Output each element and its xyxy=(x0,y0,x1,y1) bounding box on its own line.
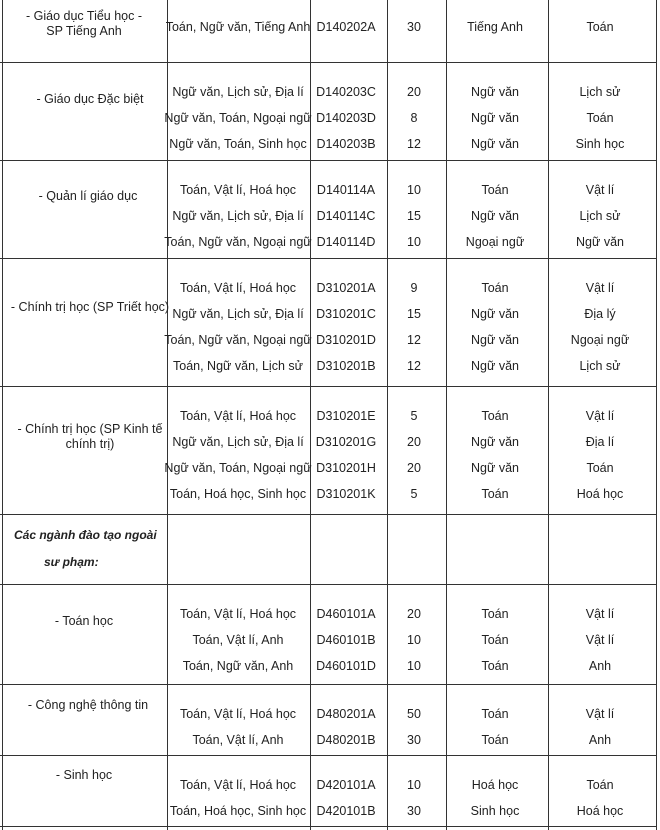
subject-combo: Toán, Vật lí, Hoá học xyxy=(179,607,297,621)
subject-combo: Toán, Ngữ văn, Ngoại ngữ xyxy=(164,333,312,347)
main-subject: Hoá học xyxy=(471,778,519,792)
secondary-subject: Vật lí xyxy=(585,633,615,647)
program-code: D140202A xyxy=(316,20,376,34)
quota: 10 xyxy=(407,778,421,792)
row-divider xyxy=(0,386,656,387)
subject-combo: Toán, Vật lí, Hoá học xyxy=(179,183,297,197)
program-code: D310201A xyxy=(316,281,376,295)
program-code: D420101B xyxy=(316,804,376,818)
secondary-subject: Địa lý xyxy=(584,307,616,321)
subject-combo: Toán, Vật lí, Hoá học xyxy=(179,409,297,423)
quota: 8 xyxy=(410,111,418,125)
subject-combo: Toán, Vật lí, Hoá học xyxy=(179,707,297,721)
main-subject: Ngoại ngữ xyxy=(465,235,525,249)
program-code: D460101D xyxy=(316,659,376,673)
quota: 12 xyxy=(407,137,421,151)
secondary-subject: Hoá học xyxy=(576,804,624,818)
program-code: D310201G xyxy=(315,435,377,449)
subject-combo: Toán, Ngữ văn, Anh xyxy=(182,659,294,673)
section-heading: Các ngành đào tạo ngoài xyxy=(14,528,157,542)
quota: 30 xyxy=(407,733,421,747)
quota: 10 xyxy=(407,659,421,673)
program-name: - Công nghệ thông tin xyxy=(27,698,149,712)
quota: 10 xyxy=(407,183,421,197)
program-code: D140203D xyxy=(316,111,376,125)
program-code: D480201A xyxy=(316,707,376,721)
main-subject: Ngữ văn xyxy=(471,435,519,449)
main-subject: Toán xyxy=(481,607,509,621)
program-code: D310201D xyxy=(316,333,376,347)
quota: 20 xyxy=(407,461,421,475)
subject-combo: Toán, Vật lí, Anh xyxy=(192,733,284,747)
program-code: D140114C xyxy=(316,209,376,223)
secondary-subject: Địa lí xyxy=(585,435,615,449)
section-heading: sư phạm: xyxy=(44,555,99,569)
secondary-subject: Lịch sử xyxy=(579,209,621,223)
main-subject: Toán xyxy=(481,487,509,501)
subject-combo: Ngữ văn, Lịch sử, Địa lí xyxy=(172,209,304,223)
program-name: - Chính trị học (SP Kinh tế chính trị) xyxy=(17,422,163,451)
main-subject: Ngữ văn xyxy=(471,209,519,223)
secondary-subject: Toán xyxy=(586,461,614,475)
program-code: D140114A xyxy=(316,183,376,197)
quota: 30 xyxy=(407,804,421,818)
program-code: D460101A xyxy=(316,607,376,621)
row-divider xyxy=(0,826,656,827)
row-divider xyxy=(0,684,656,685)
quota: 15 xyxy=(407,307,421,321)
main-subject: Tiếng Anh xyxy=(467,20,523,34)
secondary-subject: Ngoại ngữ xyxy=(570,333,630,347)
main-subject: Toán xyxy=(481,281,509,295)
program-code: D140203B xyxy=(316,137,376,151)
subject-combo: Ngữ văn, Toán, Sinh học xyxy=(169,137,307,151)
quota: 12 xyxy=(407,333,421,347)
program-code: D460101B xyxy=(316,633,376,647)
main-subject: Ngữ văn xyxy=(471,461,519,475)
column-divider xyxy=(2,0,3,830)
main-subject: Ngữ văn xyxy=(471,137,519,151)
program-code: D310201E xyxy=(316,409,376,423)
subject-combo: Ngữ văn, Toán, Ngoại ngữ xyxy=(164,111,312,125)
main-subject: Toán xyxy=(481,707,509,721)
quota: 5 xyxy=(410,487,418,501)
main-subject: Ngữ văn xyxy=(471,359,519,373)
secondary-subject: Lịch sử xyxy=(579,85,621,99)
program-name: - Giáo dục Đặc biệt xyxy=(36,92,144,106)
subject-combo: Toán, Hoá học, Sinh học xyxy=(169,487,307,501)
secondary-subject: Vật lí xyxy=(585,707,615,721)
secondary-subject: Anh xyxy=(588,733,612,747)
secondary-subject: Ngữ văn xyxy=(576,235,624,249)
column-divider xyxy=(548,0,549,830)
secondary-subject: Vật lí xyxy=(585,281,615,295)
program-code: D140114D xyxy=(316,235,376,249)
program-code: D310201K xyxy=(316,487,376,501)
secondary-subject: Hoá học xyxy=(576,487,624,501)
quota: 20 xyxy=(407,85,421,99)
main-subject: Toán xyxy=(481,409,509,423)
program-name: - Chính trị học (SP Triết học) xyxy=(10,300,170,314)
main-subject: Toán xyxy=(481,183,509,197)
secondary-subject: Toán xyxy=(586,20,614,34)
subject-combo: Toán, Vật lí, Hoá học xyxy=(179,778,297,792)
quota: 15 xyxy=(407,209,421,223)
row-divider xyxy=(0,584,656,585)
main-subject: Toán xyxy=(481,733,509,747)
subject-combo: Toán, Ngữ văn, Tiếng Anh xyxy=(165,20,311,34)
quota: 9 xyxy=(410,281,418,295)
program-code: D420101A xyxy=(316,778,376,792)
subject-combo: Toán, Vật lí, Hoá học xyxy=(179,281,297,295)
main-subject: Ngữ văn xyxy=(471,85,519,99)
secondary-subject: Vật lí xyxy=(585,183,615,197)
row-divider xyxy=(0,160,656,161)
subject-combo: Ngữ văn, Lịch sử, Địa lí xyxy=(172,435,304,449)
quota: 50 xyxy=(407,707,421,721)
secondary-subject: Vật lí xyxy=(585,409,615,423)
program-code: D310201H xyxy=(316,461,376,475)
subject-combo: Ngữ văn, Lịch sử, Địa lí xyxy=(172,85,304,99)
program-code: D310201C xyxy=(316,307,376,321)
program-name: - Giáo dục Tiểu học - SP Tiếng Anh xyxy=(25,9,143,38)
main-subject: Ngữ văn xyxy=(471,111,519,125)
column-divider xyxy=(656,0,657,830)
column-divider xyxy=(387,0,388,830)
program-code: D480201B xyxy=(316,733,376,747)
program-code: D140203C xyxy=(316,85,376,99)
main-subject: Toán xyxy=(481,659,509,673)
row-divider xyxy=(0,62,656,63)
column-divider xyxy=(446,0,447,830)
secondary-subject: Vật lí xyxy=(585,607,615,621)
subject-combo: Toán, Vật lí, Anh xyxy=(192,633,284,647)
program-name: - Quản lí giáo dục xyxy=(38,189,138,203)
program-code: D310201B xyxy=(316,359,376,373)
main-subject: Ngữ văn xyxy=(471,333,519,347)
quota: 5 xyxy=(410,409,418,423)
row-divider xyxy=(0,514,656,515)
quota: 10 xyxy=(407,633,421,647)
secondary-subject: Toán xyxy=(586,778,614,792)
secondary-subject: Lịch sử xyxy=(579,359,621,373)
quota: 12 xyxy=(407,359,421,373)
quota: 10 xyxy=(407,235,421,249)
main-subject: Sinh học xyxy=(470,804,520,818)
subject-combo: Ngữ văn, Toán, Ngoại ngữ xyxy=(164,461,312,475)
row-divider xyxy=(0,258,656,259)
quota: 20 xyxy=(407,435,421,449)
subject-combo: Toán, Hoá học, Sinh học xyxy=(169,804,307,818)
main-subject: Toán xyxy=(481,633,509,647)
subject-combo: Toán, Ngữ văn, Ngoại ngữ xyxy=(164,235,312,249)
program-name: - Toán học xyxy=(54,614,114,628)
program-name: - Sinh học xyxy=(55,768,113,782)
quota: 20 xyxy=(407,607,421,621)
secondary-subject: Sinh học xyxy=(575,137,625,151)
secondary-subject: Toán xyxy=(586,111,614,125)
main-subject: Ngữ văn xyxy=(471,307,519,321)
subject-combo: Toán, Ngữ văn, Lịch sử xyxy=(173,359,303,373)
secondary-subject: Anh xyxy=(588,659,612,673)
quota: 30 xyxy=(407,20,421,34)
row-divider xyxy=(0,755,656,756)
subject-combo: Ngữ văn, Lịch sử, Địa lí xyxy=(172,307,304,321)
